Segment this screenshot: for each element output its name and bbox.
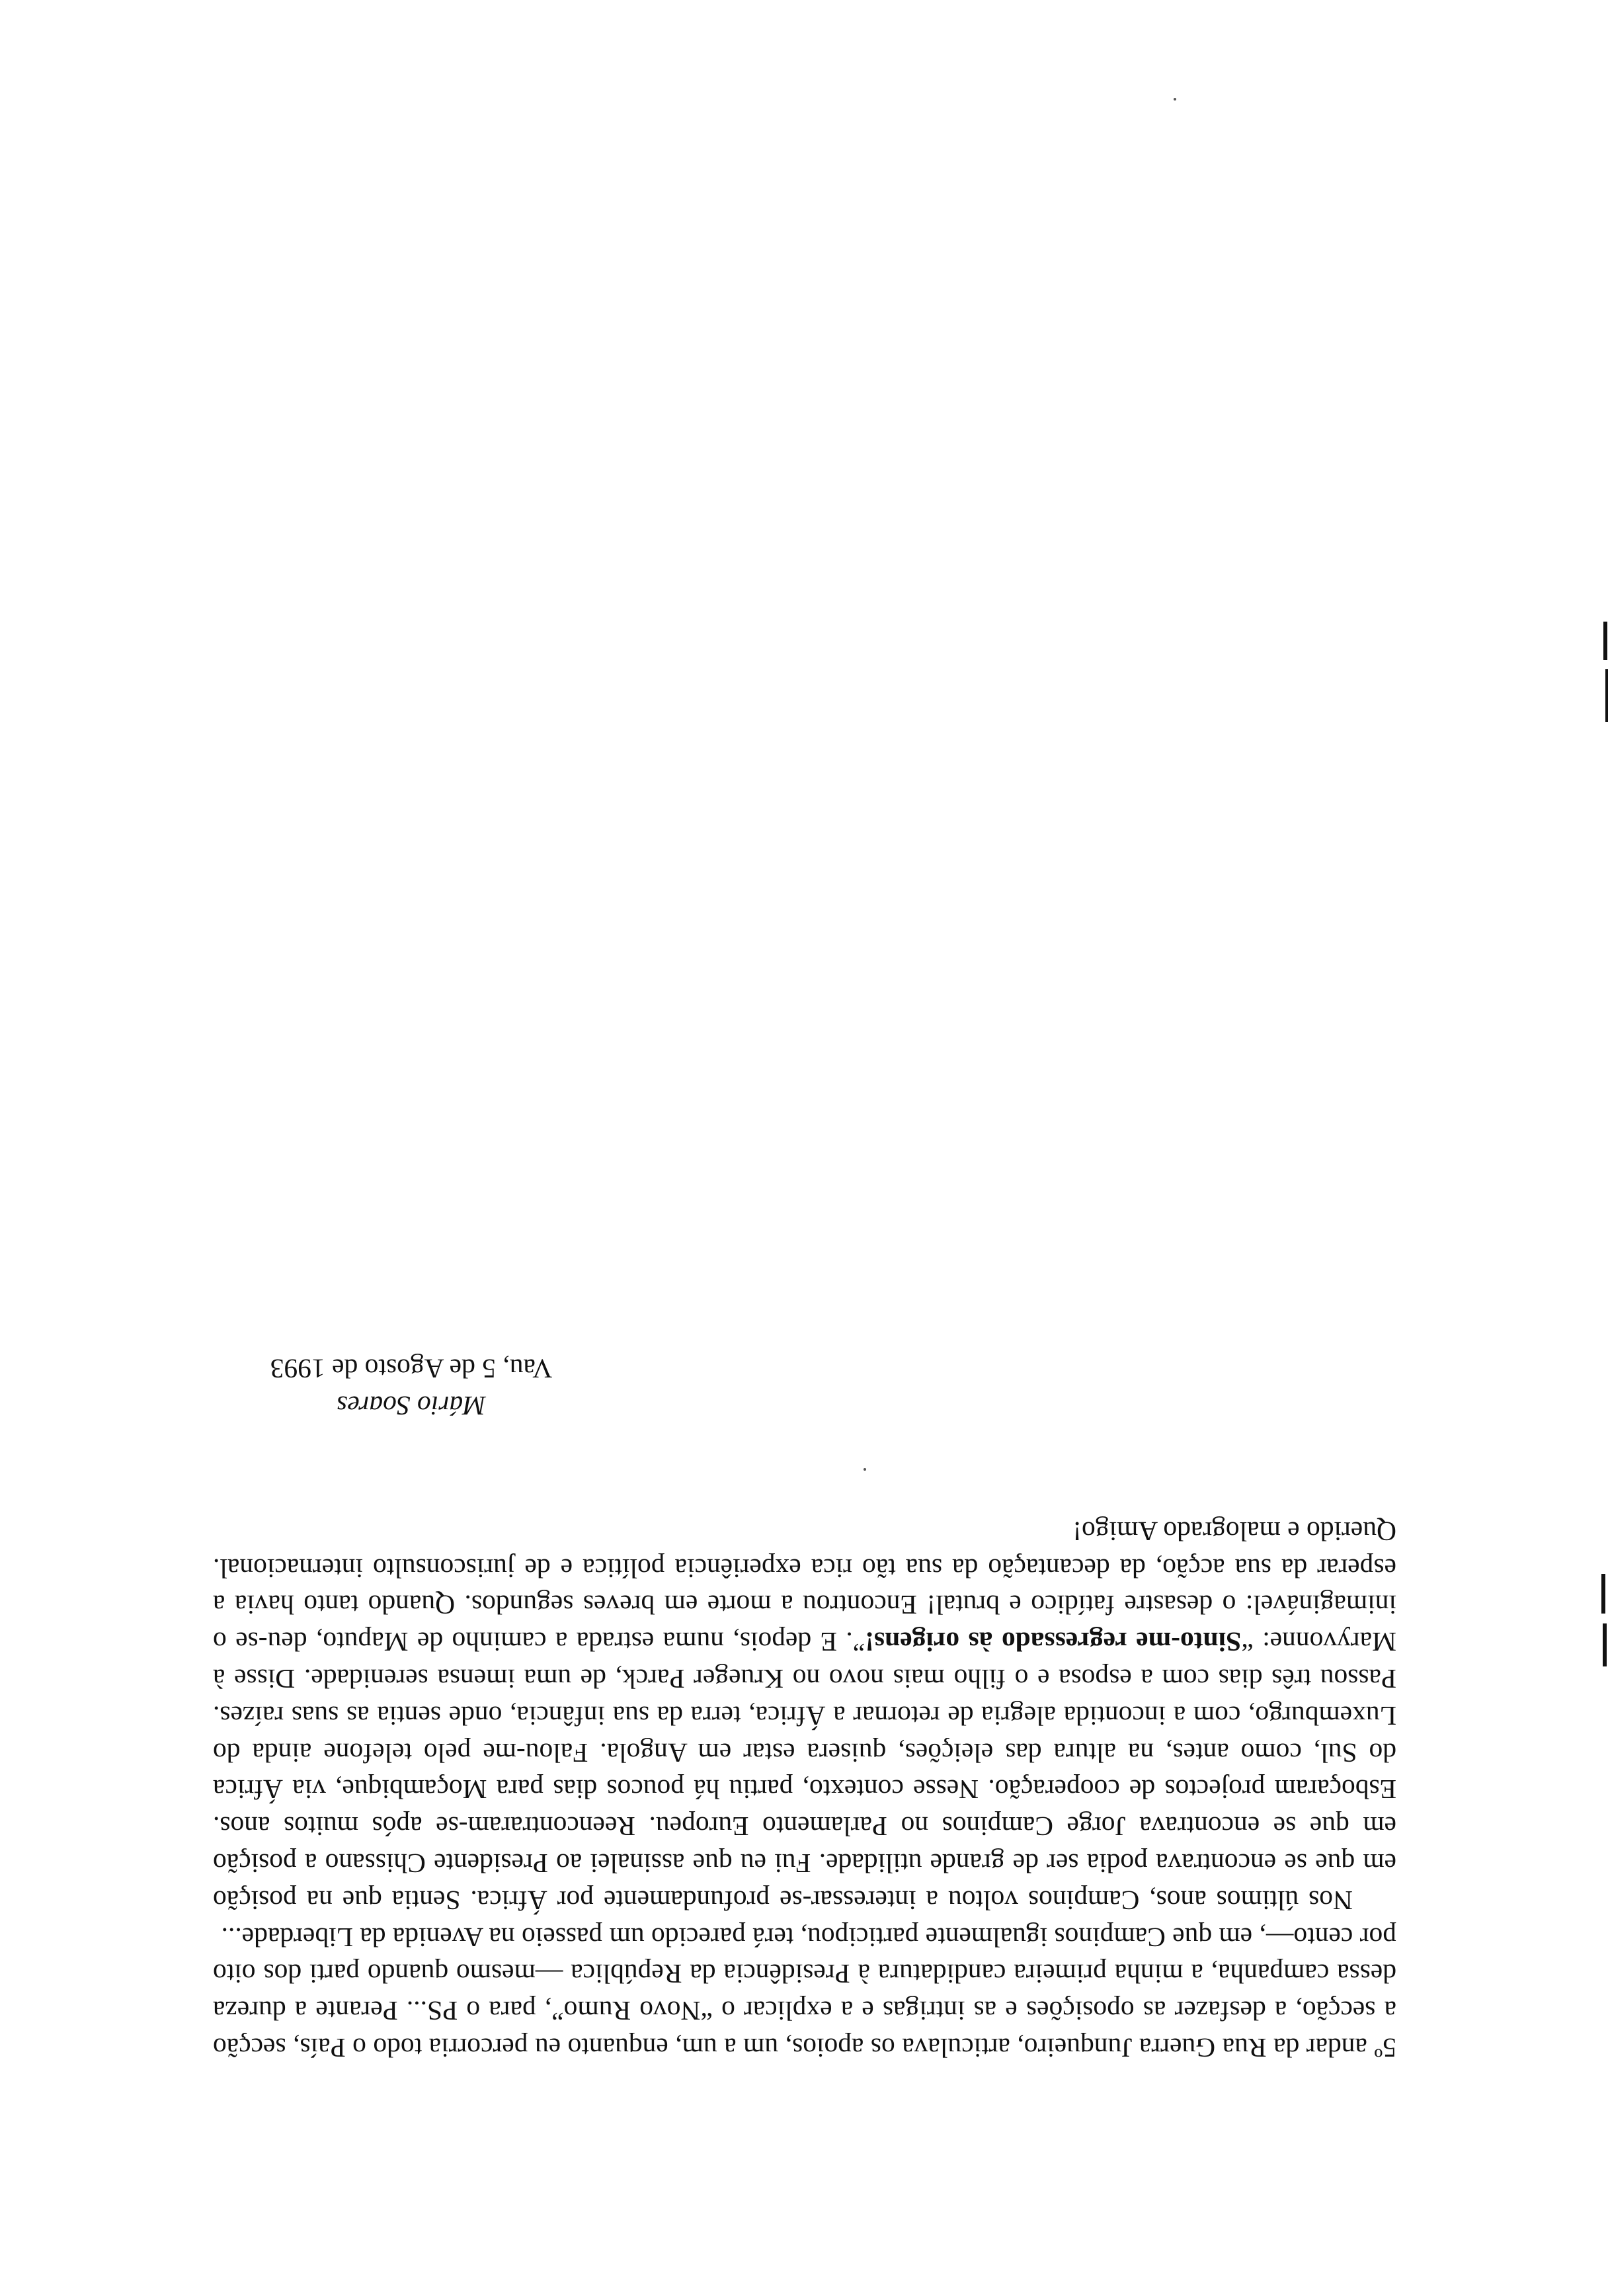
scan-speck-top [1174, 98, 1176, 101]
paragraph-2-text-a: Nos últimos anos, Campinos voltou a interessar-se profundamente por África. Sentia que na posição em que se encontrava podia ser de grande utilidade. Fui eu que assinalei ao Presidente Chissano a posição em que se encontrava Jorge Campinos no Parlamento Europeu. Reencontraram-se após muitos anos. Esboçaram projectos de cooperação. Nesse contexto, partiu há poucos dias para Moçambique, via África do Sul, como antes, na altura das eleições, quisera estar em Angola. Falou-me pelo telefone ainda do Luxemburgo, com a incontida alegria de retornar a África, terra da sua infância, onde sentia as suas raízes. Passou três dias com a esposa e o filho mais novo no Krueger Parck, de uma imensa serenidade. Disse à Maryvonne: “ [213, 1627, 1396, 1916]
scan-edge-mark-bottom [1601, 1574, 1605, 1614]
body-text [213, 1512, 1396, 2066]
scan-edge-mark-top-2 [1605, 669, 1608, 722]
paragraph-1 [213, 1918, 1396, 2066]
paragraph-2-quote-bold: Sinto-me regressado às origens! [865, 1627, 1242, 1658]
paragraph-2 [213, 1512, 1396, 1918]
scan-edge-mark-bottom-2 [1603, 1623, 1607, 1666]
scan-edge-mark-top [1603, 622, 1607, 660]
signature-place-date: Vau, 5 de Agosto de 1993 [270, 1354, 553, 1384]
scan-speck [864, 1468, 866, 1471]
paragraph-1-text: 5º andar da Rua Guerra Junqueiro, articulava os apoios, um a um, enquanto eu percorria todo o País, secção a secção, a desfazer as oposições e as intrigas e a explicar o “Novo Rumo”, para o PS... Perante a dureza dessa campanha, a minha primeira candidatura à Presidência da República —mesmo quando parti dos oito por cento—, em que Campinos igualmente participou, terá parecido um passeio na Avenida da Liberdade... [213, 1922, 1396, 2063]
signature-name: Mário Soares [337, 1391, 486, 1421]
paragraph-2-text-b: ”. E depois, numa estrada a caminho de Maputo, deu-se o inimaginável: o desastre fatídico e brutal! Encontrou a morte em breves segundos. Quando tanto havia a esperar da sua acção, da decantação da sua tão rica experiência política e de jurisconsulto internacional. Querido e malogrado Amigo! [213, 1516, 1396, 1658]
signature-block [200, 1350, 623, 1424]
